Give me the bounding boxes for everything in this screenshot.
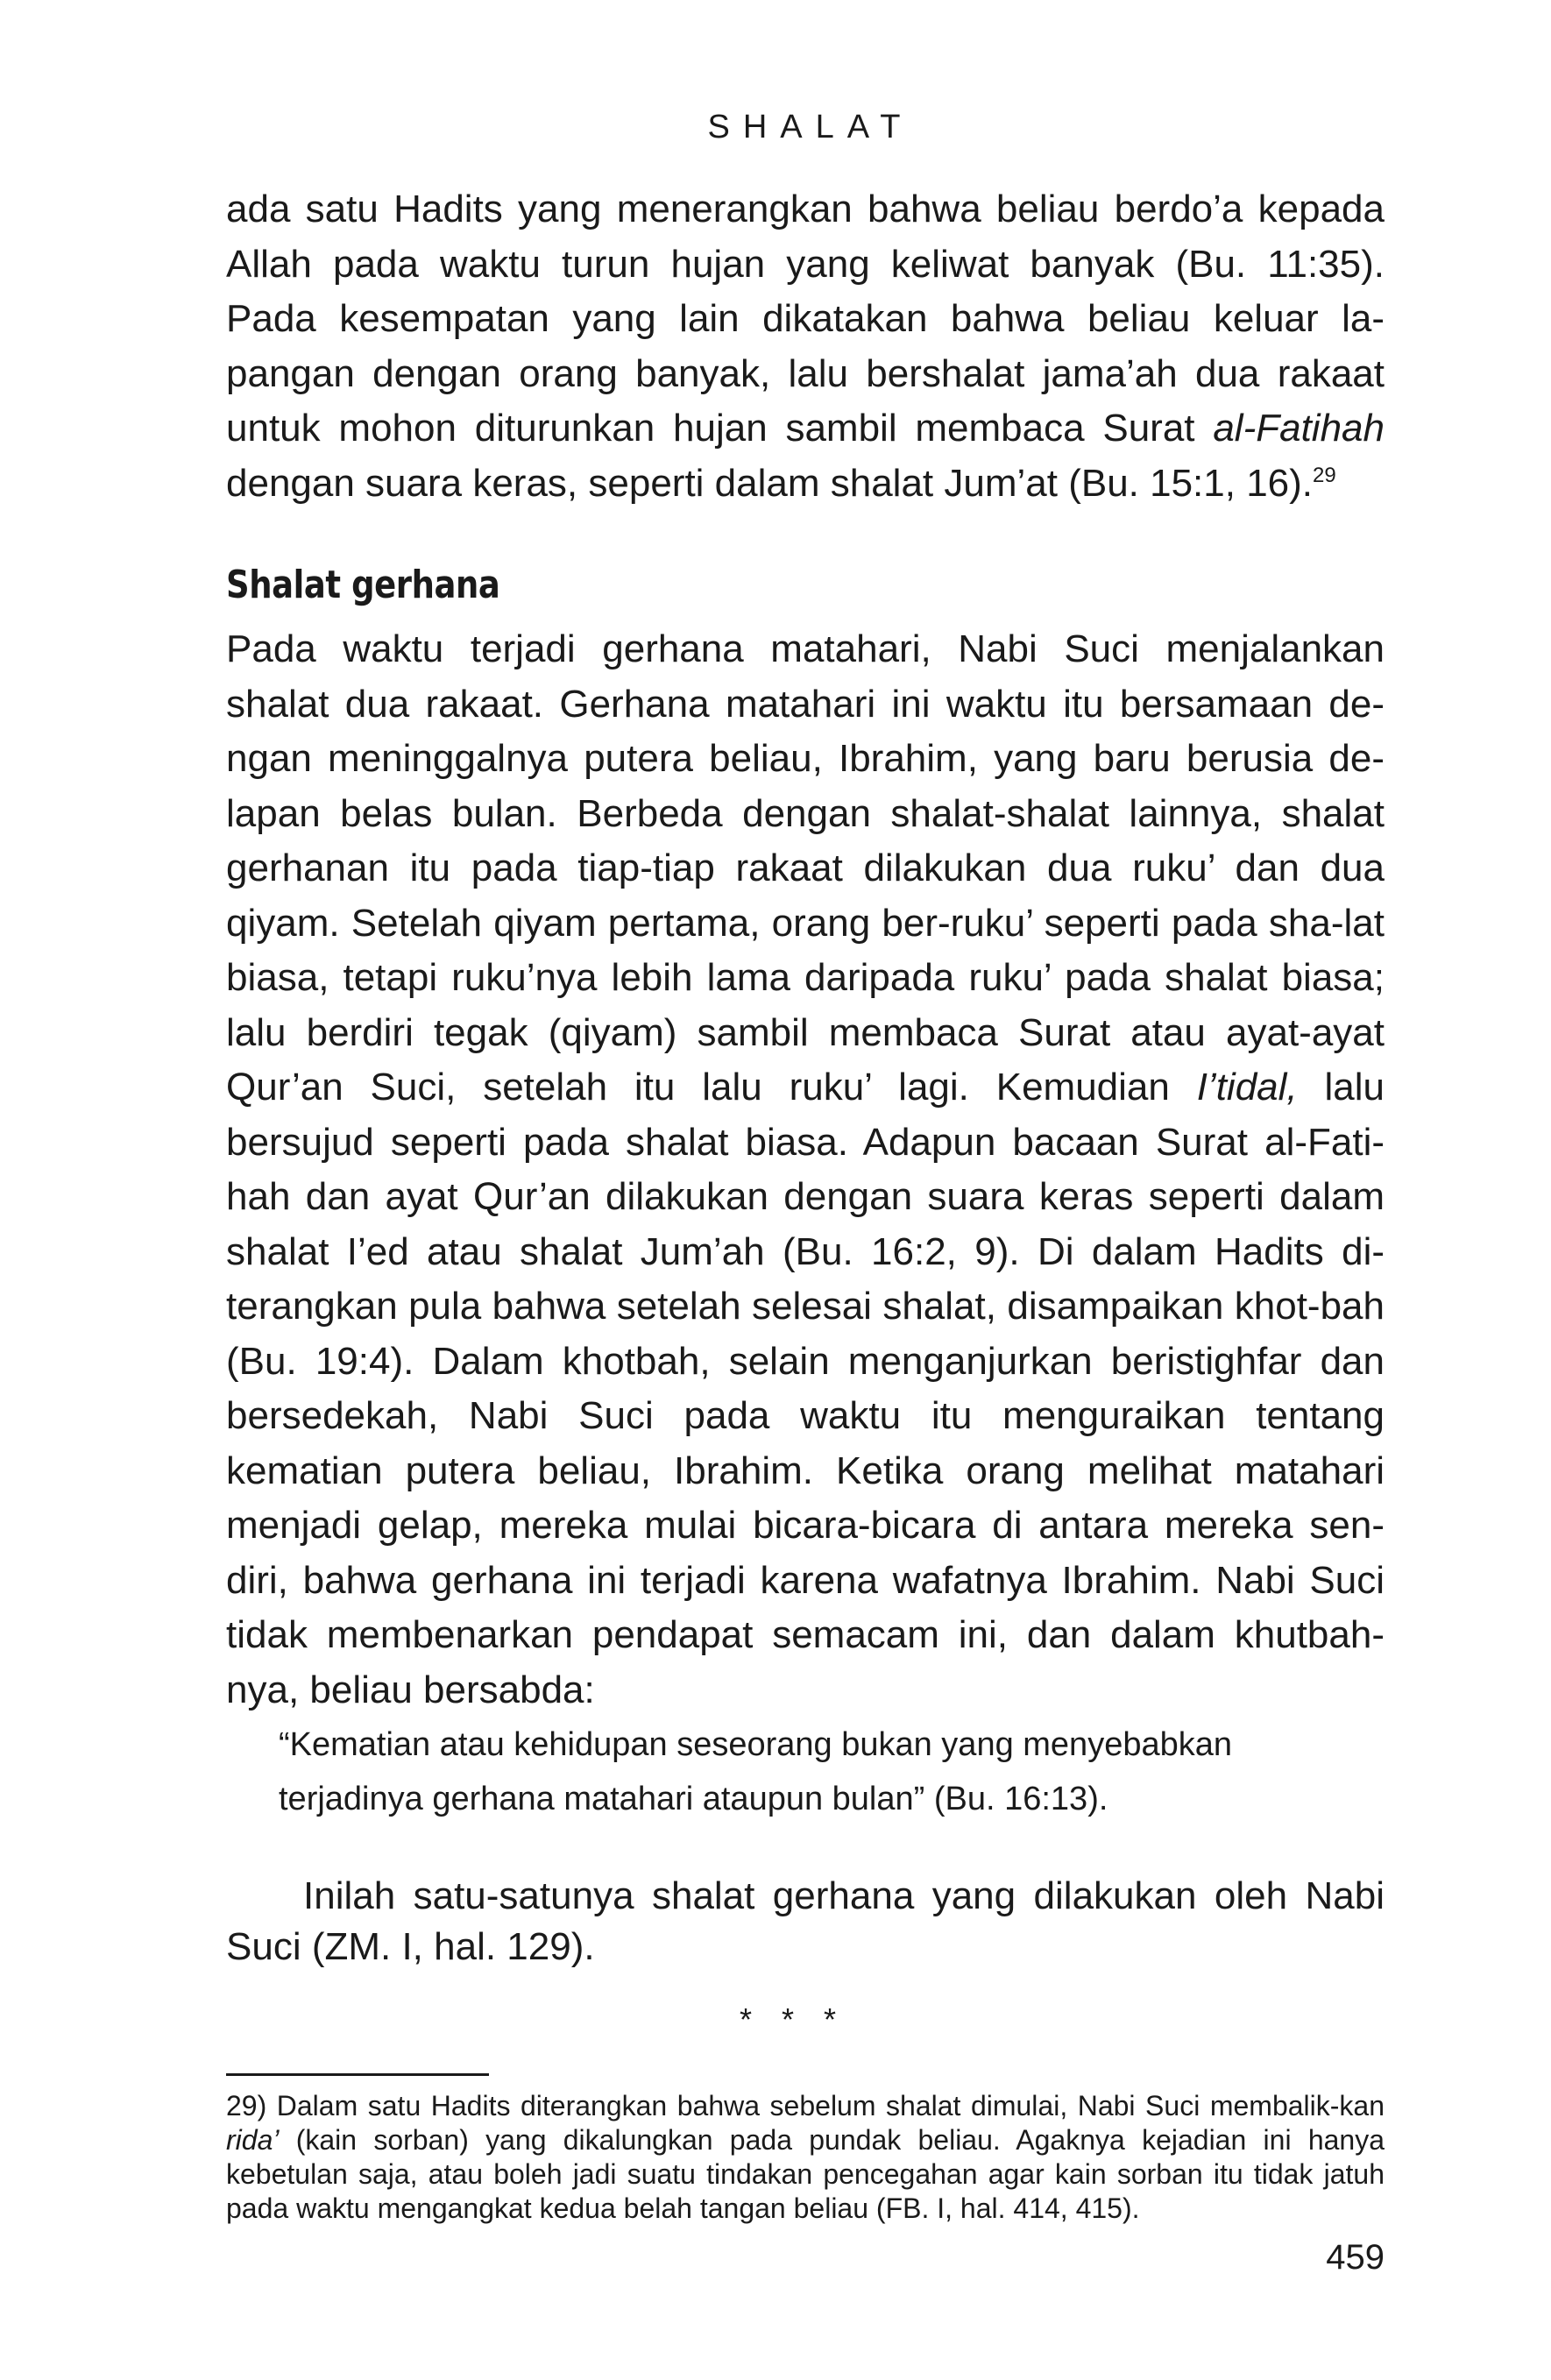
italic-term: I’tidal,	[1196, 1066, 1298, 1109]
paragraph-text: ada satu Hadits yang menerangkan bahwa beliau berdo’a kepada Allah pada waktu turun hujan yang keliwat banyak (Bu. 11:35). Pada kesempatan yang lain dikatakan bahwa beliau keluar la-pangan dengan orang banyak, lalu bershalat jama’ah dua rakaat untuk mohon diturunkan hujan sambil membaca Surat	[226, 188, 1385, 450]
running-head: SHALAT	[707, 109, 914, 145]
paragraph-eclipse-prayer	[226, 622, 1385, 1718]
footnote-reference: 29	[1313, 463, 1336, 487]
footnote-divider	[226, 2073, 489, 2076]
paragraph-text: dengan suara keras, seperti dalam shalat Jum’at (Bu. 15:1, 16).	[226, 461, 1314, 505]
footnote-text: (kain sorban) yang dikalungkan pada pundak beliau. Agaknya kejadian ini hanya kebetulan saja, atau boleh jadi suatu tindakan pencegahan agar kain sorban itu tidak jatuh pada waktu mengangkat kedua belah tangan beliau (FB. I, hal. 414, 415).	[226, 2124, 1385, 2224]
footnote-29	[226, 2089, 1385, 2226]
closing-paragraph: Inilah satu-satunya shalat gerhana yang dilakukan oleh Nabi Suci (ZM. I, hal. 129).	[226, 1874, 1385, 1968]
page-number: 459	[1326, 2238, 1385, 2277]
paragraph-text: lalu bersujud seperti pada shalat biasa. Adapun bacaan Surat al-Fati-hah dan ayat Qur’an dilakukan dengan suara keras seperti dalam shalat I’ed atau shalat Jum’ah (Bu. 16:2, 9). Di dalam Hadits di-terangkan pula bahwa setelah selesai shalat, disampaikan khot-bah (Bu. 19:4). Dalam khotbah, selain menganjurkan beristighfar dan bersedekah, Nabi Suci pada waktu itu menguraikan tentang kematian putera beliau, Ibrahim. Ketika orang melihat matahari menjadi gelap, mereka mulai bicara-bicara di antara mereka sen-diri, bahwa gerhana ini terjadi karena wafatnya Ibrahim. Nabi Suci tidak membenarkan pendapat semacam ini, dan dalam khutbah-nya, beliau bersabda:	[226, 1066, 1385, 1711]
section-separator: * * *	[739, 2001, 847, 2037]
section-heading: Shalat gerhana	[226, 563, 500, 607]
italic-term: al-Fatihah	[1213, 407, 1385, 450]
italic-term: rida’	[226, 2124, 280, 2156]
footnote-text: 29) Dalam satu Hadits diterangkan bahwa sebelum shalat dimulai, Nabi Suci membalik-kan	[226, 2090, 1385, 2121]
paragraph-text: Pada waktu terjadi gerhana matahari, Nabi Suci menjalankan shalat dua rakaat. Gerhana matahari ini waktu itu bersamaan de-ngan meninggalnya putera beliau, Ibrahim, yang baru berusia de-lapan belas bulan. Berbeda dengan shalat-shalat lainnya, shalat gerhanan itu pada tiap-tiap rakaat dilakukan dua ruku’ dan dua qiyam. Setelah qiyam pertama, orang ber-ruku’ seperti pada sha-lat biasa, tetapi ruku’nya lebih lama daripada ruku’ pada shalat biasa; lalu berdiri tegak (qiyam) sambil membaca Surat atau ayat-ayat Qur’an Suci, setelah itu lalu ruku’ lagi. Kemudian	[226, 627, 1385, 1109]
hadith-quote: “Kematian atau kehidupan seseorang bukan yang menyebabkan terjadinya gerhana matahari ataupun bulan” (Bu. 16:13).	[279, 1726, 1232, 1817]
paragraph-rain-prayer	[226, 182, 1385, 517]
